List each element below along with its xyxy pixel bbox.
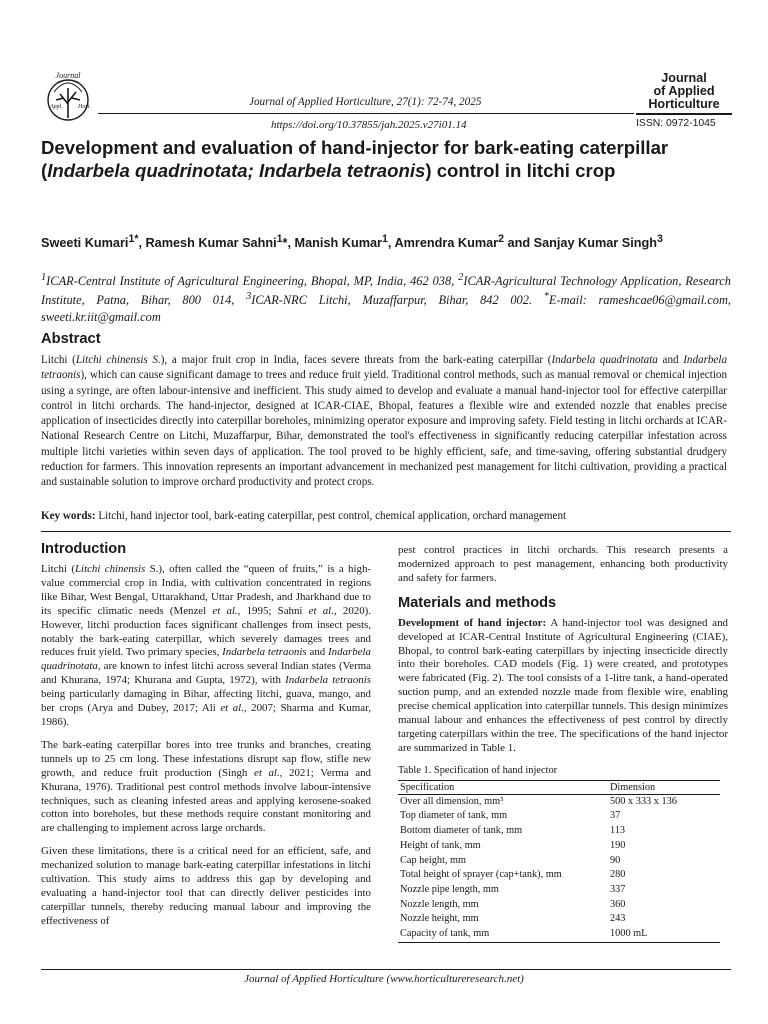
intro-paragraph-3-continued: pest control practices in litchi orchards. This research presents a modernized approach to pest management, enhancing both productivity and safety for farmers.: [398, 544, 728, 584]
journal-citation: Journal of Applied Horticulture, 27(1): 72-74, 2025: [249, 96, 482, 108]
intro-paragraph-3: Given these limitations, there is a critical need for an efficient, safe, and mechanized solution to manage bark-eating caterpillar infestations in litchi cultivation. This study aims to address this gap by developing and evaluating a hand-injector tool that can directly deliver pesticides into caterpillar tunnels, thereby reducing manual labour and improving the effectiveness of: [41, 845, 371, 927]
author: Ramesh Kumar Sahni: [145, 236, 277, 251]
issn: ISSN: 0972-1045: [636, 117, 716, 129]
author: Sweeti Kumari: [41, 236, 129, 251]
email: E-mail: rameshcae06@gmail.com, sweeti.kr.iit@gmail.com: [41, 293, 731, 324]
section-divider: [41, 531, 731, 532]
table-row: Nozzle pipe length, mm 337: [400, 884, 626, 895]
introduction-heading: Introduction: [41, 541, 127, 557]
article-title: Development and evaluation of hand-injector for bark-eating caterpillar (Indarbela quadrinotata; Indarbela tetraonis) control in litchi crop: [41, 137, 669, 181]
footer-divider: [41, 969, 731, 970]
svg-text:Hort.: Hort.: [78, 104, 91, 110]
table-row: Total height of sprayer (cap+tank), mm 280: [400, 869, 626, 881]
tree-logo-icon: [38, 70, 98, 122]
left-column: [41, 541, 371, 938]
table-header-row: [398, 780, 720, 794]
methods-heading: Materials and methods: [398, 594, 557, 611]
title-species: Indarbela quadrinotata; Indarbela tetraonis: [47, 159, 426, 181]
abstract-heading: Abstract: [41, 331, 101, 347]
table-header-cell: Specification: [398, 780, 608, 794]
page-footer: Journal of Applied Horticulture (www.horticultureresearch.net): [244, 973, 524, 985]
table-row: Bottom diameter of tank, mm 113: [400, 825, 626, 837]
table-row: Cap height, mm 90: [400, 854, 621, 866]
right-column: [398, 544, 728, 943]
methods-paragraph: Development of hand injector: A hand-injector tool was designed and developed at ICAR-Central Institute of Agricultural Engineering (CIAE), Bhopal, to control bark-eating caterpillars by injecting insecticide directly into their boreholes. CAD models (Fig. 1) were created, and prototypes were fabricated (Fig. 2). The tool consists of a 1-litre tank, a hand-operated suction pump, and an extended nozzle made from flexible wire, enabling precise chemical application into caterpillar tunnels. This design minimizes manual labour and enhances the effectiveness of pest control by directly targeting caterpillars within the tree. The specifications of the hand injector are summarized in Table 1.: [398, 616, 728, 754]
svg-text:Appl.: Appl.: [50, 104, 63, 110]
table-header-cell: Dimension: [608, 780, 720, 794]
author: Sanjay Kumar Singh: [533, 236, 657, 251]
keywords: Key words: Litchi, hand injector tool, bark-eating caterpillar, pest control, chemical application, orchard management: [41, 510, 567, 522]
specification-table: [398, 780, 720, 943]
author-list: Sweeti Kumari$^{1*}$, Ramesh Kumar Sahni$^1$*, Manish Kumar$^1$, Amrendra Kumar$^2$ and Sanjay Kumar Singh$^3$: [41, 233, 663, 251]
journal-logo: [38, 70, 98, 122]
intro-paragraph-1: Litchi (Litchi chinensis S.), often called the “queen of fruits,” is a high-value commercial crop in India, with cultivation concentrated in regions like Bihar, West Bengal, Uttarakhand, Uttar Pradesh, and Jharkhand due to its specific climatic needs (Menzel et al., 1995; Sahni et al., 2020). However, litchi production faces significant challenges from insect pests, notably the bark-eating caterpillar, which severely damages trees and reduces fruit yield. Two primary species, Indarbela tetraonis and Indarbela quadrinotata, are known to infest litchi across several Indian states (Verma and Khurana, 1974; Khurana and Gupta, 1972), with Indarbela tetraonis being particularly damaging in Bihar, affecting litchi, guava, mango, and ber crops (Arya and Dubey, 2017; Ali et al., 2007; Sharma and Kumar, 1986).: [41, 563, 372, 728]
header-divider: [98, 113, 634, 114]
brand-line-1: Journal: [661, 71, 707, 85]
affiliations: $^1$ICAR-Central Institute of Agricultural Engineering, Bhopal, MP, India, 462 038, $^2$ICAR-Agricultural Technology Application, Research Institute, Patna, Bihar, 800 014, $^3$ICAR-NRC Litchi, Muzaffarpur, Bihar, 842 002. *E-mail: rameshcae06@gmail.com, sweeti.kr.iit@gmail.com: [41, 272, 731, 324]
methods-subheading: Development of hand injector:: [398, 616, 547, 629]
doi-link[interactable]: https://doi.org/10.37855/jah.2025.v27i01.14: [271, 119, 467, 131]
abstract-body: Litchi (Litchi chinensis S.), a major fruit crop in India, faces severe threats from the bark-eating caterpillar (Indarbela quadrinotata and Indarbela tetraonis), which can cause significant damage to trees and reduce fruit yield. Traditional control methods, such as manual removal or chemical injection using a syringe, are often labour-intensive and inefficient. This study aimed to develop and evaluate a manual hand-injector tool for effective caterpillar control in litchi orchards. The hand-injector, designed at ICAR-CIAE, Bhopal, features a flexible wire and extended nozzle that enables precise application of insecticides directly into caterpillar boreholes, minimizing operator exposure and improving safety. Field testing in litchi orchards at ICAR- National Research Centre on Litchi, Muzaffarpur, Bihar, demonstrated the tool's effectiveness in significantly reducing caterpillar infestation across multiple litchi varieties within seven days of application. The tool proved to be highly efficient, safe, and time-saving, offering substantial drudgery reduction for farmers. This innovation represents an important advancement in mechanized pest management for litchi cultivation, providing a practical and sustainable solution to improve orchard productivity and protect crops.: [41, 354, 727, 489]
brand-line-3: Horticulture: [648, 97, 720, 112]
table-row: Nozzle length, mm 360: [400, 898, 626, 910]
brand-divider: [636, 113, 732, 115]
svg-text:Journal: Journal: [55, 71, 81, 80]
journal-brand: [636, 72, 732, 130]
brand-line-2: of Applied: [653, 84, 715, 99]
table-row: Capacity of tank, mm 1000 mL: [398, 927, 720, 942]
intro-paragraph-2: The bark-eating caterpillar bores into tree trunks and branches, creating tunnels up to 25 cm long. These infestations disrupt sap flow, stifle new growth, and reduce fruit production (Singh et al., 2021; Verma and Khurana, 1976). Traditional pest control methods involve labour-intensive techniques, such as cleaning infested areas and applying kerosene-soaked cotton into boreholes, but these methods require constant monitoring and are challenging to implement across large orchards.: [41, 738, 371, 835]
author: Manish Kumar: [294, 236, 382, 251]
table-row: Nozzle height, mm 243: [400, 913, 626, 925]
table-caption: Table 1. Specification of hand injector: [398, 764, 558, 776]
table-row: Over all dimension, mm³ 500 x 333 x 136: [400, 795, 677, 807]
table-row: Top diameter of tank, mm 37: [400, 810, 621, 822]
keywords-label: Key words:: [41, 510, 96, 522]
table-row: Height of tank, mm 190: [400, 839, 626, 851]
author: Amrendra Kumar: [394, 236, 499, 251]
